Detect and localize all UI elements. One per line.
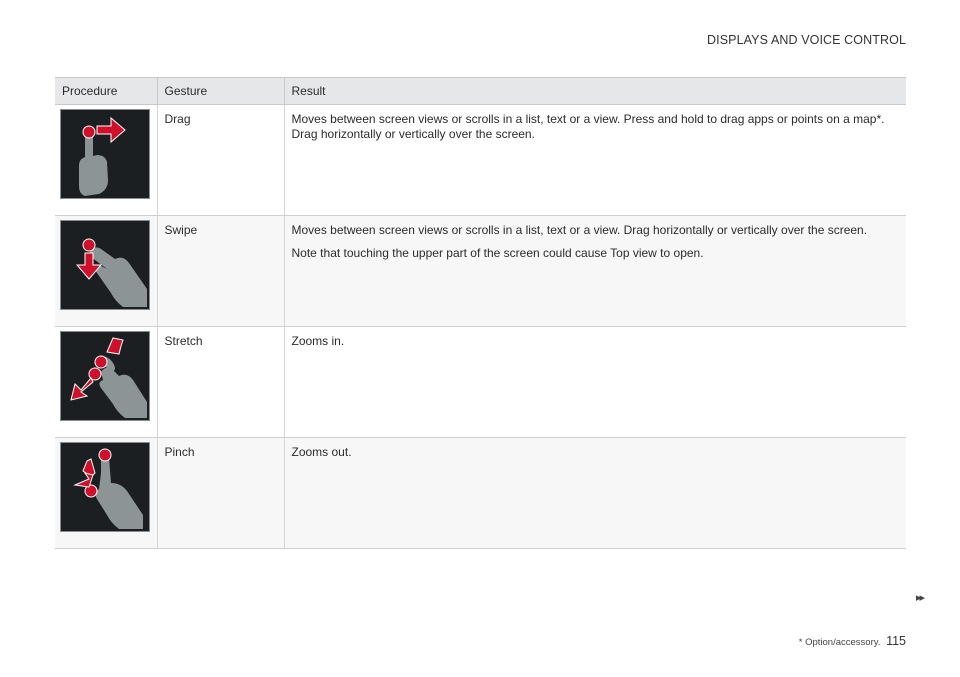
procedure-cell — [55, 438, 157, 549]
gesture-cell: Stretch — [157, 327, 284, 438]
column-header-gesture: Gesture — [157, 78, 284, 105]
result-text: Zooms out. — [291, 445, 352, 459]
page-footer — [799, 634, 906, 648]
table-row — [55, 438, 906, 549]
table-header-row — [55, 78, 906, 105]
drag-gesture-icon — [60, 109, 150, 199]
result-note: Note that touching the upper part of the screen could cause Top view to open. — [291, 246, 704, 260]
next-page-icon: ▸▸ — [916, 592, 924, 604]
page-number: 115 — [886, 634, 906, 648]
result-cell — [284, 216, 906, 327]
table-row — [55, 327, 906, 438]
gesture-cell: Drag — [157, 105, 284, 216]
swipe-gesture-icon — [60, 220, 150, 310]
result-cell — [284, 105, 906, 216]
table-row — [55, 105, 906, 216]
column-header-result: Result — [284, 78, 906, 105]
pinch-gesture-icon — [60, 442, 150, 532]
procedure-cell — [55, 327, 157, 438]
procedure-cell — [55, 105, 157, 216]
result-text: Moves between screen views or scrolls in a list, text or a view. Press and hold to drag apps or points on a map*. Drag horizontally or vertically over the screen. — [291, 112, 885, 141]
column-header-procedure: Procedure — [55, 78, 157, 105]
result-text: Moves between screen views or scrolls in a list, text or a view. Drag horizontally or vertically over the screen. — [291, 223, 868, 237]
result-text: Zooms in. — [291, 334, 345, 348]
footnote: * Option/accessory. — [798, 637, 881, 648]
table-row — [55, 216, 906, 327]
gesture-cell: Pinch — [157, 438, 284, 549]
gesture-cell: Swipe — [157, 216, 284, 327]
section-title: DISPLAYS AND VOICE CONTROL — [707, 33, 906, 47]
gesture-table — [55, 77, 906, 549]
result-cell — [284, 438, 906, 549]
stretch-gesture-icon — [60, 331, 150, 421]
result-cell — [284, 327, 906, 438]
procedure-cell — [55, 216, 157, 327]
